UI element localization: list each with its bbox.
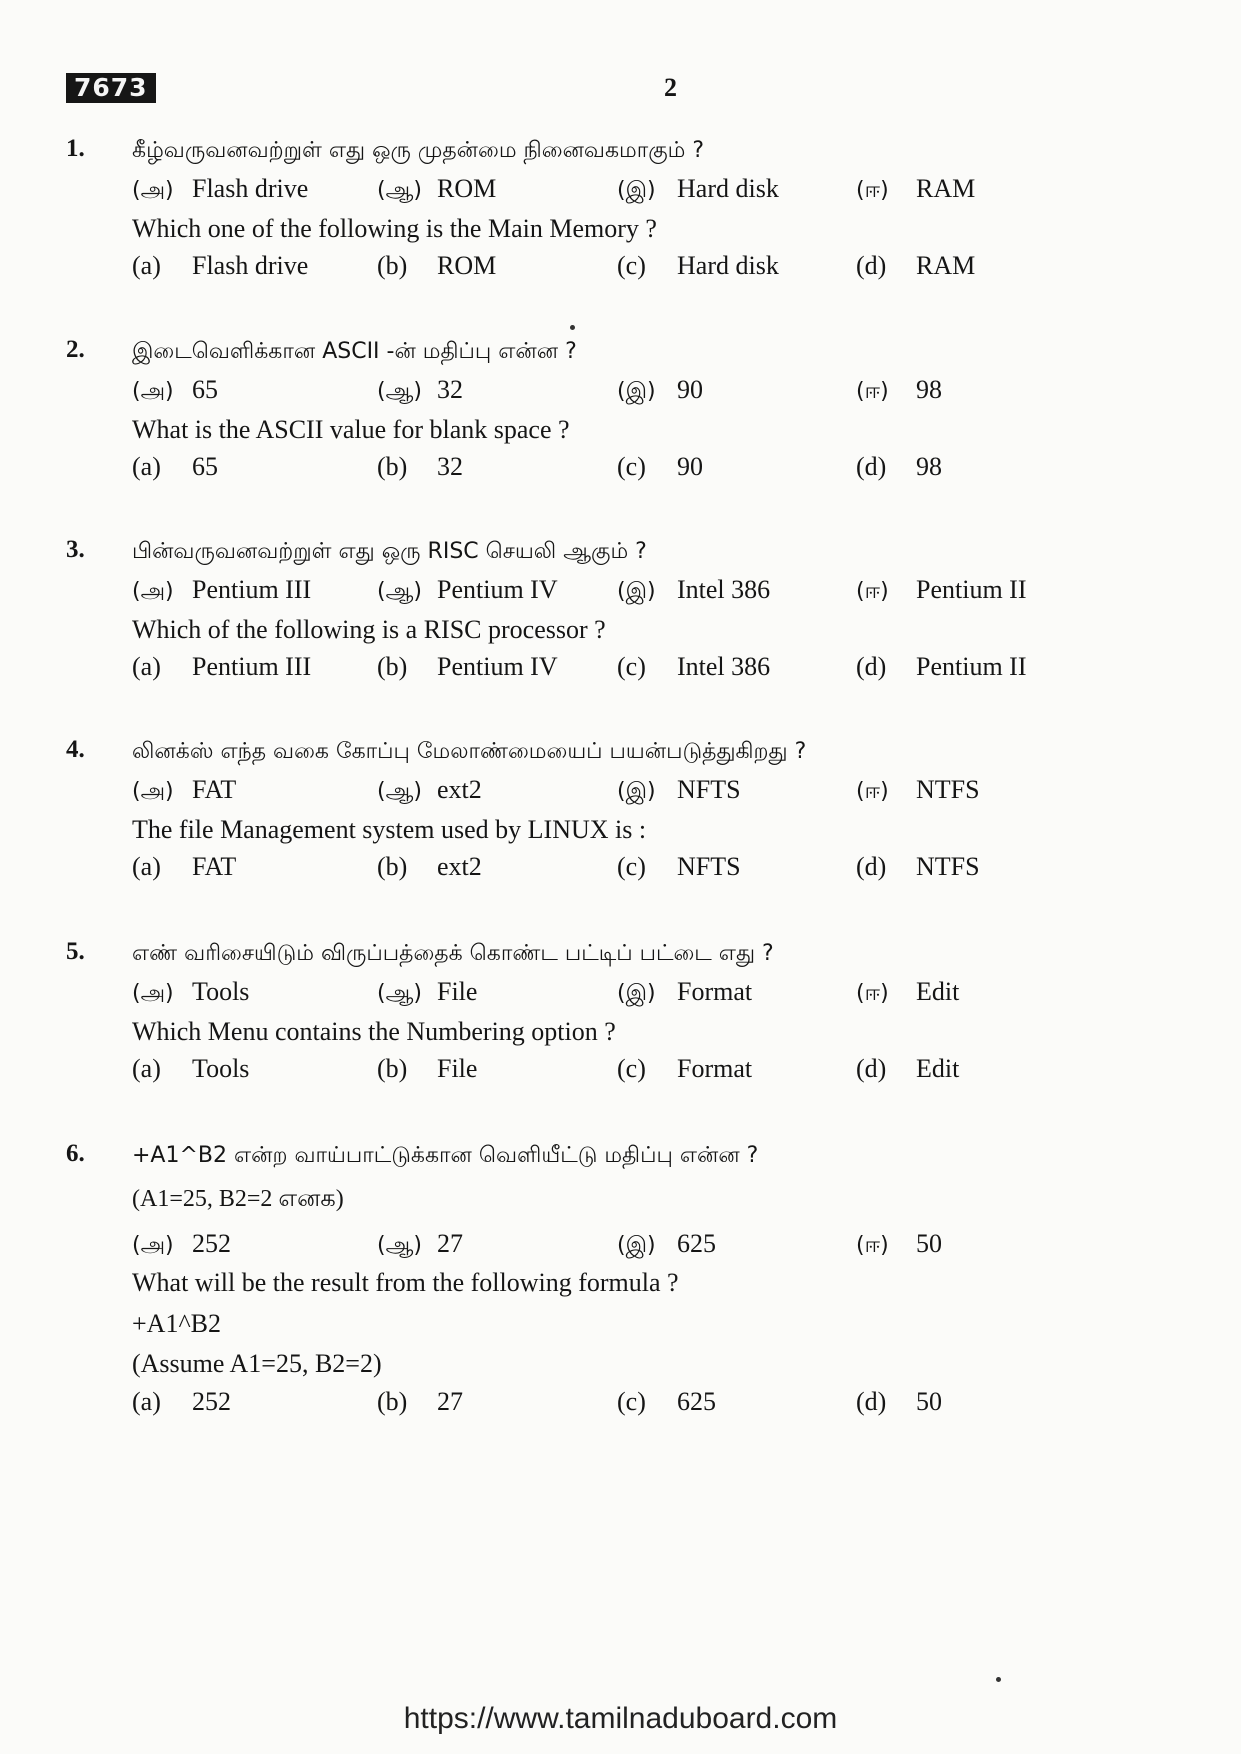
page-header bbox=[66, 73, 1166, 113]
option-c: (c) 90 bbox=[617, 452, 703, 481]
option-b-tamil: (ஆ) ext2 bbox=[377, 775, 482, 804]
option-d: (d) Pentium II bbox=[856, 652, 1027, 681]
option-c-tamil: (இ) NFTS bbox=[617, 775, 741, 804]
question-6 bbox=[66, 1140, 1176, 1420]
option-c-tamil: (இ) 625 bbox=[617, 1229, 716, 1258]
option-d-tamil: (ஈ) 98 bbox=[856, 375, 942, 404]
question-text-tamil: +A1^B2 என்ற வாய்பாட்டுக்கான வெளியீட்டு மதிப்பு என்ன ? bbox=[132, 1143, 759, 1168]
tamil-options bbox=[132, 976, 1182, 1010]
option-c: (c) Intel 386 bbox=[617, 652, 771, 681]
option-a-tamil: (அ) 65 bbox=[132, 375, 218, 404]
option-b-tamil: (ஆ) 32 bbox=[377, 375, 463, 404]
option-d-tamil: (ஈ) Pentium II bbox=[856, 575, 1027, 604]
question-text-english: Which of the following is a RISC processor ? bbox=[132, 615, 606, 644]
question-number: 2. bbox=[66, 336, 85, 363]
option-d-tamil: (ஈ) RAM bbox=[856, 174, 976, 203]
option-b-tamil: (ஆ) 27 bbox=[377, 1229, 463, 1258]
option-c: (c) NFTS bbox=[617, 852, 741, 881]
option-a-tamil: (அ) Flash drive bbox=[132, 174, 309, 203]
question-text-english: What is the ASCII value for blank space ? bbox=[132, 415, 570, 444]
page-number: 2 bbox=[664, 73, 677, 102]
english-options bbox=[132, 250, 1182, 284]
option-b-tamil: (ஆ) ROM bbox=[377, 174, 497, 203]
option-b-tamil: (ஆ) Pentium IV bbox=[377, 575, 558, 604]
option-a: (a) FAT bbox=[132, 852, 237, 881]
question-text-tamil: பின்வருவனவற்றுள் எது ஒரு RISC செயலி ஆகும் ? bbox=[132, 539, 647, 564]
question-text-english: The file Management system used by LINUX is : bbox=[132, 815, 647, 844]
option-b: (b) 27 bbox=[377, 1387, 463, 1416]
option-b: (b) 32 bbox=[377, 452, 463, 481]
question-number: 1. bbox=[66, 135, 85, 162]
option-d-tamil: (ஈ) Edit bbox=[856, 977, 960, 1006]
question-text-tamil: லினக்ஸ் எந்த வகை கோப்பு மேலாண்மையைப் பயன்படுத்துகிறது ? bbox=[132, 739, 807, 764]
tamil-options bbox=[132, 374, 1182, 408]
option-a-tamil: (அ) Tools bbox=[132, 977, 250, 1006]
option-a-tamil: (அ) 252 bbox=[132, 1229, 231, 1258]
option-c-tamil: (இ) Hard disk bbox=[617, 174, 779, 203]
option-a: (a) 252 bbox=[132, 1387, 231, 1416]
question-2 bbox=[66, 336, 1176, 486]
question-assumption: (Assume A1=25, B2=2) bbox=[132, 1349, 382, 1378]
scan-speck bbox=[570, 325, 575, 330]
option-b: (b) ROM bbox=[377, 251, 497, 280]
scan-speck bbox=[996, 1677, 1001, 1682]
option-a: (a) Flash drive bbox=[132, 251, 309, 280]
option-c: (c) Hard disk bbox=[617, 251, 779, 280]
option-d-tamil: (ஈ) 50 bbox=[856, 1229, 942, 1258]
english-options bbox=[132, 851, 1182, 885]
option-a-tamil: (அ) Pentium III bbox=[132, 575, 312, 604]
question-text-tamil: இடைவெளிக்கான ASCII -ன் மதிப்பு என்ன ? bbox=[132, 339, 577, 364]
question-number: 3. bbox=[66, 536, 85, 563]
option-a: (a) Pentium III bbox=[132, 652, 312, 681]
option-c: (c) 625 bbox=[617, 1387, 716, 1416]
english-options bbox=[132, 1053, 1182, 1087]
question-text-tamil: கீழ்வருவனவற்றுள் எது ஒரு முதன்மை நினைவகமாகும் ? bbox=[132, 138, 705, 163]
question-number: 5. bbox=[66, 938, 85, 965]
option-b: (b) ext2 bbox=[377, 852, 482, 881]
option-a: (a) Tools bbox=[132, 1054, 250, 1083]
question-1 bbox=[66, 135, 1176, 285]
tamil-options bbox=[132, 574, 1182, 608]
question-5 bbox=[66, 938, 1176, 1088]
option-a-tamil: (அ) FAT bbox=[132, 775, 237, 804]
tamil-options bbox=[132, 774, 1182, 808]
question-number: 4. bbox=[66, 736, 85, 763]
question-text-english: Which one of the following is the Main Memory ? bbox=[132, 214, 657, 243]
option-d: (d) 98 bbox=[856, 452, 942, 481]
option-d: (d) Edit bbox=[856, 1054, 960, 1083]
question-text-tamil: எண் வரிசையிடும் விருப்பத்தைக் கொண்ட பட்டிப் பட்டை எது ? bbox=[132, 941, 774, 966]
option-d: (d) RAM bbox=[856, 251, 976, 280]
option-b: (b) File bbox=[377, 1054, 478, 1083]
option-c-tamil: (இ) Format bbox=[617, 977, 753, 1006]
option-d-tamil: (ஈ) NTFS bbox=[856, 775, 980, 804]
question-number: 6. bbox=[66, 1140, 85, 1167]
option-a: (a) 65 bbox=[132, 452, 218, 481]
option-c-tamil: (இ) Intel 386 bbox=[617, 575, 771, 604]
question-3 bbox=[66, 536, 1176, 686]
english-options bbox=[132, 651, 1182, 685]
footer-url[interactable]: https://www.tamilnaduboard.com bbox=[403, 1702, 838, 1735]
option-b: (b) Pentium IV bbox=[377, 652, 558, 681]
option-d: (d) 50 bbox=[856, 1387, 942, 1416]
option-b-tamil: (ஆ) File bbox=[377, 977, 478, 1006]
question-assumption-tamil: (A1=25, B2=2 எனக) bbox=[132, 1186, 344, 1212]
question-text-english: Which Menu contains the Numbering option ? bbox=[132, 1017, 616, 1046]
paper-code-badge: 7673 bbox=[66, 73, 156, 103]
tamil-options bbox=[132, 1228, 1182, 1262]
question-text-english: What will be the result from the following formula ? bbox=[132, 1268, 679, 1297]
option-d: (d) NTFS bbox=[856, 852, 980, 881]
question-formula: +A1^B2 bbox=[132, 1309, 221, 1338]
option-c: (c) Format bbox=[617, 1054, 753, 1083]
english-options bbox=[132, 451, 1182, 485]
english-options bbox=[132, 1386, 1182, 1420]
tamil-options bbox=[132, 173, 1182, 207]
option-c-tamil: (இ) 90 bbox=[617, 375, 703, 404]
question-4 bbox=[66, 736, 1176, 886]
